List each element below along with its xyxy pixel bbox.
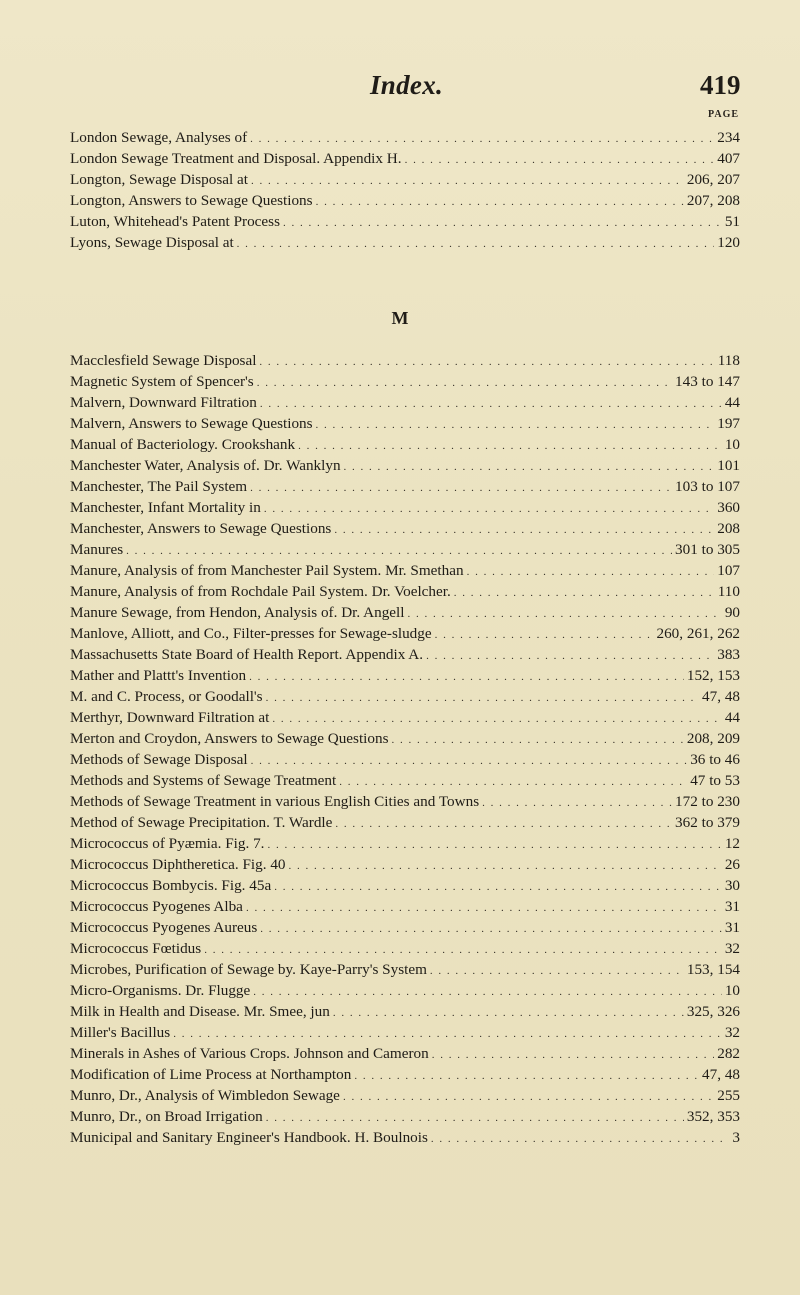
- index-entry: [70, 211, 740, 232]
- index-entry: [70, 644, 740, 665]
- entry-pages: 255: [717, 1087, 740, 1104]
- dot-leader: [251, 171, 684, 192]
- entry-pages: 30: [724, 877, 740, 894]
- entry-label: Micrococcus of Pyæmia. Fig. 7.: [70, 835, 265, 852]
- entry-label: Lyons, Sewage Disposal at: [70, 234, 234, 251]
- entry-label: Munro, Dr., Analysis of Wimbledon Sewage: [70, 1087, 340, 1104]
- entry-pages: 383: [717, 646, 740, 663]
- dot-leader: [173, 1024, 722, 1045]
- index-section-l: [70, 127, 740, 253]
- entry-pages: 26: [724, 856, 740, 873]
- index-entry: [70, 371, 740, 392]
- entry-label: Magnetic System of Spencer's: [70, 373, 254, 390]
- entry-label: Micrococcus Diphtheretica. Fig. 40: [70, 856, 286, 873]
- entry-label: Manchester, Answers to Sewage Questions: [70, 520, 332, 537]
- index-entry: [70, 623, 740, 644]
- index-entry: [70, 169, 740, 190]
- dot-leader: [432, 1045, 715, 1066]
- entry-pages: 325, 326: [686, 1003, 740, 1020]
- entry-pages: 407: [717, 150, 740, 167]
- entry-label: Manure, Analysis of from Manchester Pail System. Mr. Smethan: [70, 562, 464, 579]
- entry-label: Malvern, Downward Filtration: [70, 394, 257, 411]
- entry-pages: 282: [717, 1045, 740, 1062]
- index-entry: [70, 455, 740, 476]
- index-entry: [70, 770, 740, 791]
- dot-leader: [435, 625, 654, 646]
- index-entry: [70, 1022, 740, 1043]
- entry-pages: 143 to 147: [675, 373, 740, 390]
- entry-pages: 118: [717, 352, 740, 369]
- entry-pages: 362 to 379: [675, 814, 740, 831]
- entry-pages: 207, 208: [686, 192, 740, 209]
- entry-pages: 31: [724, 898, 740, 915]
- dot-leader: [431, 1129, 730, 1150]
- entry-pages: 47, 48: [702, 688, 740, 705]
- dot-leader: [266, 688, 699, 709]
- dot-leader: [298, 436, 722, 457]
- entry-label: Micro-Organisms. Dr. Flugge: [70, 982, 251, 999]
- entry-label: Manchester, Infant Mortality in: [70, 499, 261, 516]
- entry-label: Micrococcus Pyogenes Alba: [70, 898, 243, 915]
- entry-label: Massachusetts State Board of Health Report. Appendix A.: [70, 646, 424, 663]
- index-entry: [70, 959, 740, 980]
- dot-leader: [249, 667, 684, 688]
- dot-leader: [246, 898, 722, 919]
- entry-label: Micrococcus Bombycis. Fig. 45a: [70, 877, 272, 894]
- dot-leader: [126, 541, 672, 562]
- entry-pages: 3: [732, 1129, 740, 1146]
- entry-pages: 197: [717, 415, 740, 432]
- entry-pages: 10: [724, 436, 740, 453]
- index-entry: [70, 833, 740, 854]
- index-entry: [70, 980, 740, 1001]
- dot-leader: [334, 520, 714, 541]
- dot-leader: [335, 814, 672, 835]
- index-entry: [70, 686, 740, 707]
- entry-pages: 208, 209: [686, 730, 740, 747]
- index-entry: [70, 1106, 740, 1127]
- index-entry: [70, 812, 740, 833]
- dot-leader: [333, 1003, 684, 1024]
- entry-label: Malvern, Answers to Sewage Questions: [70, 415, 313, 432]
- dot-leader: [237, 234, 715, 255]
- page-number: 419: [700, 70, 741, 100]
- entry-label: Methods of Sewage Treatment in various English Cities and Towns: [70, 793, 480, 810]
- index-entry: [70, 518, 740, 539]
- dot-leader: [250, 478, 672, 499]
- entry-label: Micrococcus Pyogenes Aureus: [70, 919, 258, 936]
- index-entry: [70, 560, 740, 581]
- index-entry: [70, 148, 740, 169]
- dot-leader: [204, 940, 722, 961]
- entry-pages: 110: [717, 583, 740, 600]
- dot-leader: [272, 709, 721, 730]
- dot-leader: [316, 192, 684, 213]
- dot-leader: [405, 150, 715, 171]
- entry-label: London Sewage, Analyses of: [70, 129, 248, 146]
- index-entry: [70, 392, 740, 413]
- index-entry: [70, 581, 740, 602]
- entry-pages: 152, 153: [686, 667, 740, 684]
- index-entry: [70, 497, 740, 518]
- entry-label: Miller's Bacillus: [70, 1024, 171, 1041]
- section-letter-m: M: [391, 308, 409, 328]
- index-entry: [70, 875, 740, 896]
- entry-label: Modification of Lime Process at Northampton: [70, 1066, 352, 1083]
- dot-leader: [289, 856, 722, 877]
- entry-pages: 208: [717, 520, 740, 537]
- index-entry: [70, 665, 740, 686]
- dot-leader: [454, 583, 715, 604]
- entry-pages: 90: [724, 604, 740, 621]
- index-entry: [70, 1064, 740, 1085]
- index-entry: [70, 434, 740, 455]
- index-entry: [70, 791, 740, 812]
- index-entry: [70, 602, 740, 623]
- dot-leader: [430, 961, 684, 982]
- entry-pages: 360: [717, 499, 740, 516]
- dot-leader: [260, 394, 722, 415]
- index-entry: [70, 190, 740, 211]
- entry-pages: 120: [717, 234, 740, 251]
- entry-label: M. and C. Process, or Goodall's: [70, 688, 263, 705]
- index-entry: [70, 1043, 740, 1064]
- entry-label: Microbes, Purification of Sewage by. Kaye-Parry's System: [70, 961, 427, 978]
- entry-label: Manlove, Alliott, and Co., Filter-presses for Sewage-sludge: [70, 625, 432, 642]
- entry-pages: 260, 261, 262: [656, 625, 740, 642]
- entry-pages: 301 to 305: [675, 541, 740, 558]
- entry-label: Longton, Answers to Sewage Questions: [70, 192, 313, 209]
- entry-pages: 234: [717, 129, 740, 146]
- index-entry: [70, 413, 740, 434]
- index-entry: [70, 127, 740, 148]
- dot-leader: [467, 562, 715, 583]
- index-entry: [70, 1127, 740, 1148]
- index-entry: [70, 232, 740, 253]
- entry-pages: 172 to 230: [675, 793, 740, 810]
- entry-label: Manure Sewage, from Hendon, Analysis of. Dr. Angell: [70, 604, 405, 621]
- entry-label: Milk in Health and Disease. Mr. Smee, jun: [70, 1003, 330, 1020]
- entry-label: Merthyr, Downward Filtration at: [70, 709, 270, 726]
- entry-pages: 44: [724, 394, 740, 411]
- entry-label: Macclesfield Sewage Disposal: [70, 352, 257, 369]
- page-column-label: PAGE: [708, 109, 740, 120]
- entry-pages: 47 to 53: [690, 772, 740, 789]
- entry-label: Minerals in Ashes of Various Crops. Johnson and Cameron: [70, 1045, 429, 1062]
- running-title: Index.: [370, 70, 444, 100]
- entry-label: Municipal and Sanitary Engineer's Handbook. H. Boulnois: [70, 1129, 428, 1146]
- entry-pages: 10: [724, 982, 740, 999]
- dot-leader: [354, 1066, 699, 1087]
- entry-pages: 103 to 107: [675, 478, 740, 495]
- dot-leader: [266, 1108, 684, 1129]
- index-entry: [70, 917, 740, 938]
- dot-leader: [267, 835, 721, 856]
- entry-pages: 51: [724, 213, 740, 230]
- index-entry: [70, 707, 740, 728]
- entry-pages: 47, 48: [702, 1066, 740, 1083]
- dot-leader: [259, 352, 714, 373]
- entry-label: Merton and Croydon, Answers to Sewage Questions: [70, 730, 389, 747]
- entry-label: Method of Sewage Precipitation. T. Wardle: [70, 814, 333, 831]
- index-entry: [70, 476, 740, 497]
- dot-leader: [274, 877, 722, 898]
- dot-leader: [343, 1087, 714, 1108]
- entry-label: Micrococcus Fœtidus: [70, 940, 202, 957]
- dot-leader: [482, 793, 672, 814]
- index-entry: [70, 350, 740, 371]
- index-entry: [70, 1001, 740, 1022]
- entry-label: Methods of Sewage Disposal: [70, 751, 248, 768]
- entry-pages: 31: [724, 919, 740, 936]
- entry-pages: 153, 154: [686, 961, 740, 978]
- entry-pages: 32: [724, 1024, 740, 1041]
- entry-label: Luton, Whitehead's Patent Process: [70, 213, 280, 230]
- entry-label: Munro, Dr., on Broad Irrigation: [70, 1108, 263, 1125]
- entry-pages: 107: [717, 562, 740, 579]
- index-entry: [70, 749, 740, 770]
- dot-leader: [391, 730, 683, 751]
- entry-label: Longton, Sewage Disposal at: [70, 171, 249, 188]
- entry-label: Manchester, The Pail System: [70, 478, 248, 495]
- index-entry: [70, 854, 740, 875]
- page-header: [0, 70, 800, 110]
- dot-leader: [260, 919, 722, 940]
- index-entry: [70, 896, 740, 917]
- index-section-m: [70, 350, 740, 1148]
- entry-pages: 206, 207: [686, 171, 740, 188]
- dot-leader: [316, 415, 715, 436]
- entry-label: Manual of Bacteriology. Crookshank: [70, 436, 296, 453]
- dot-leader: [426, 646, 714, 667]
- entry-pages: 32: [724, 940, 740, 957]
- index-entry: [70, 539, 740, 560]
- entry-pages: 44: [724, 709, 740, 726]
- dot-leader: [283, 213, 722, 234]
- entry-label: Mather and Plattt's Invention: [70, 667, 247, 684]
- entry-label: Methods and Systems of Sewage Treatment: [70, 772, 337, 789]
- dot-leader: [264, 499, 714, 520]
- entry-pages: 12: [724, 835, 740, 852]
- entry-pages: 352, 353: [686, 1108, 740, 1125]
- index-entry: [70, 1085, 740, 1106]
- entry-pages: 101: [717, 457, 740, 474]
- entry-label: London Sewage Treatment and Disposal. Appendix H.: [70, 150, 402, 167]
- entry-pages: 36 to 46: [690, 751, 740, 768]
- index-entry: [70, 938, 740, 959]
- index-entry: [70, 728, 740, 749]
- entry-label: Manchester Water, Analysis of. Dr. Wanklyn: [70, 457, 341, 474]
- dot-leader: [253, 982, 722, 1003]
- dot-leader: [339, 772, 687, 793]
- entry-label: Manures: [70, 541, 124, 558]
- dot-leader: [251, 751, 688, 772]
- dot-leader: [250, 129, 714, 150]
- entry-label: Manure, Analysis of from Rochdale Pail System. Dr. Voelcher.: [70, 583, 451, 600]
- dot-leader: [257, 373, 672, 394]
- dot-leader: [344, 457, 715, 478]
- dot-leader: [408, 604, 722, 625]
